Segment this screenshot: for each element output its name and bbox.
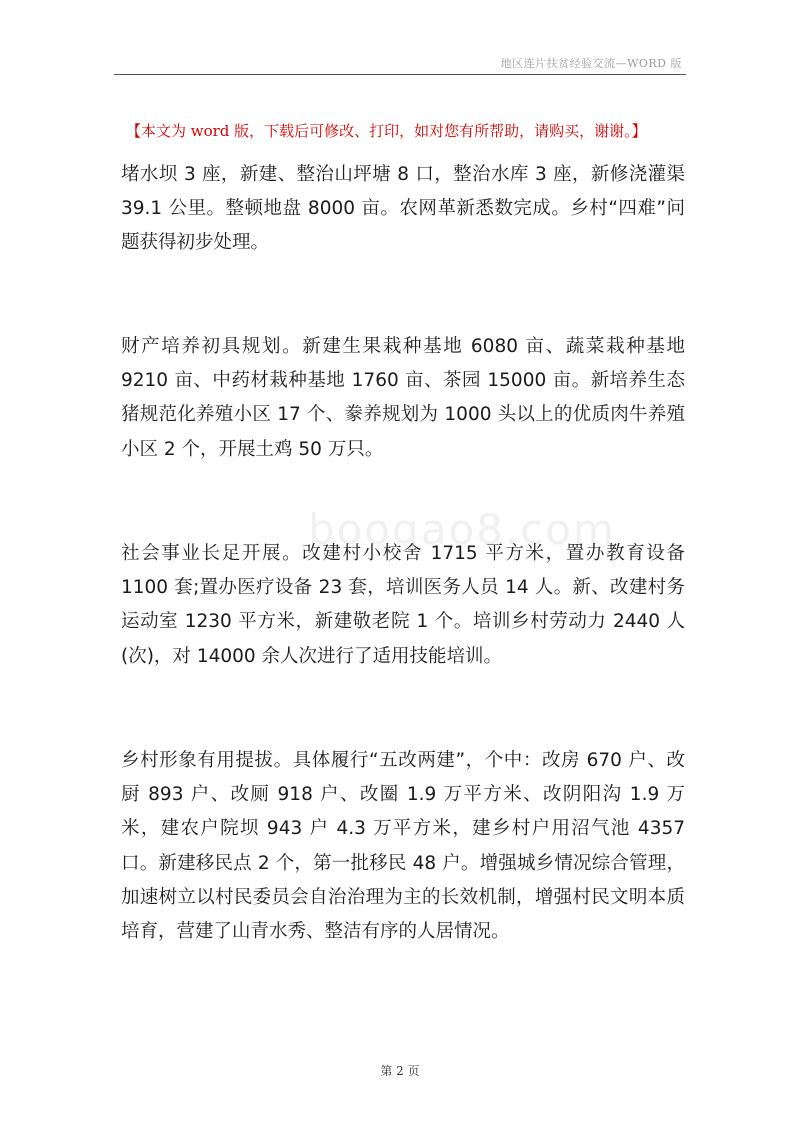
watermark: boogao8.com	[308, 505, 616, 554]
paragraph-1: 堵水坝 3 座，新建、整治山坪塘 8 口，整治水库 3 座，新修浇灌渠 39.1 公里。整顿地盘 8000 亩。农网革新悉数完成。乡村“四难”问题获得初步处理。	[121, 164, 685, 254]
document-body-section-2	[121, 330, 685, 467]
document-body-section-4	[121, 744, 685, 949]
paragraph-2: 财产培养初具规划。新建生果栽种基地 6080 亩、蔬菜栽种基地 9210 亩、中药材栽种基地 1760 亩、茶园 15000 亩。新培养生态猪规范化养殖小区 17 个、豢养规划为 1000 头以上的优质肉牛养殖小区 2 个，开展土鸡 50 万只。	[121, 336, 685, 460]
document-header-title: 地区连片扶贫经验交流—WORD 版	[500, 57, 682, 70]
document-body-section-3	[121, 537, 685, 674]
paragraph-3: 社会事业长足开展。改建村小校舍 1715 平方米，置办教育设备 1100 套;置办医疗设备 23 套，培训医务人员 14 人。新、改建村务运动室 1230 平方米，新建敬老院 1 个。培训乡村劳动力 2440 人(次)，对 14000 余人次进行了适用技能培训。	[121, 543, 685, 667]
page-number: 第 2 页	[380, 1064, 420, 1078]
paragraph-4: 乡村形象有用提拔。具体履行“五改两建”，个中：改房 670 户、改厨 893 户、改厕 918 户、改圈 1.9 万平方米、改阴阳沟 1.9 万米，建农户院坝 943 户 4.3 万平方米，建乡村户用沼气池 4357 口。新建移民点 2 个，第一批移民 48 户。增强城乡情况综合管理，加速树立以村民委员会自治治理为主的长效机制，增强村民文明本质培育，营建了山青水秀、整洁有序的人居情况。	[121, 750, 685, 943]
header-divider	[114, 74, 686, 75]
document-body	[121, 158, 685, 261]
purchase-notice: 【本文为 word 版，下载后可修改、打印，如对您有所帮助，请购买，谢谢。】	[126, 122, 647, 140]
